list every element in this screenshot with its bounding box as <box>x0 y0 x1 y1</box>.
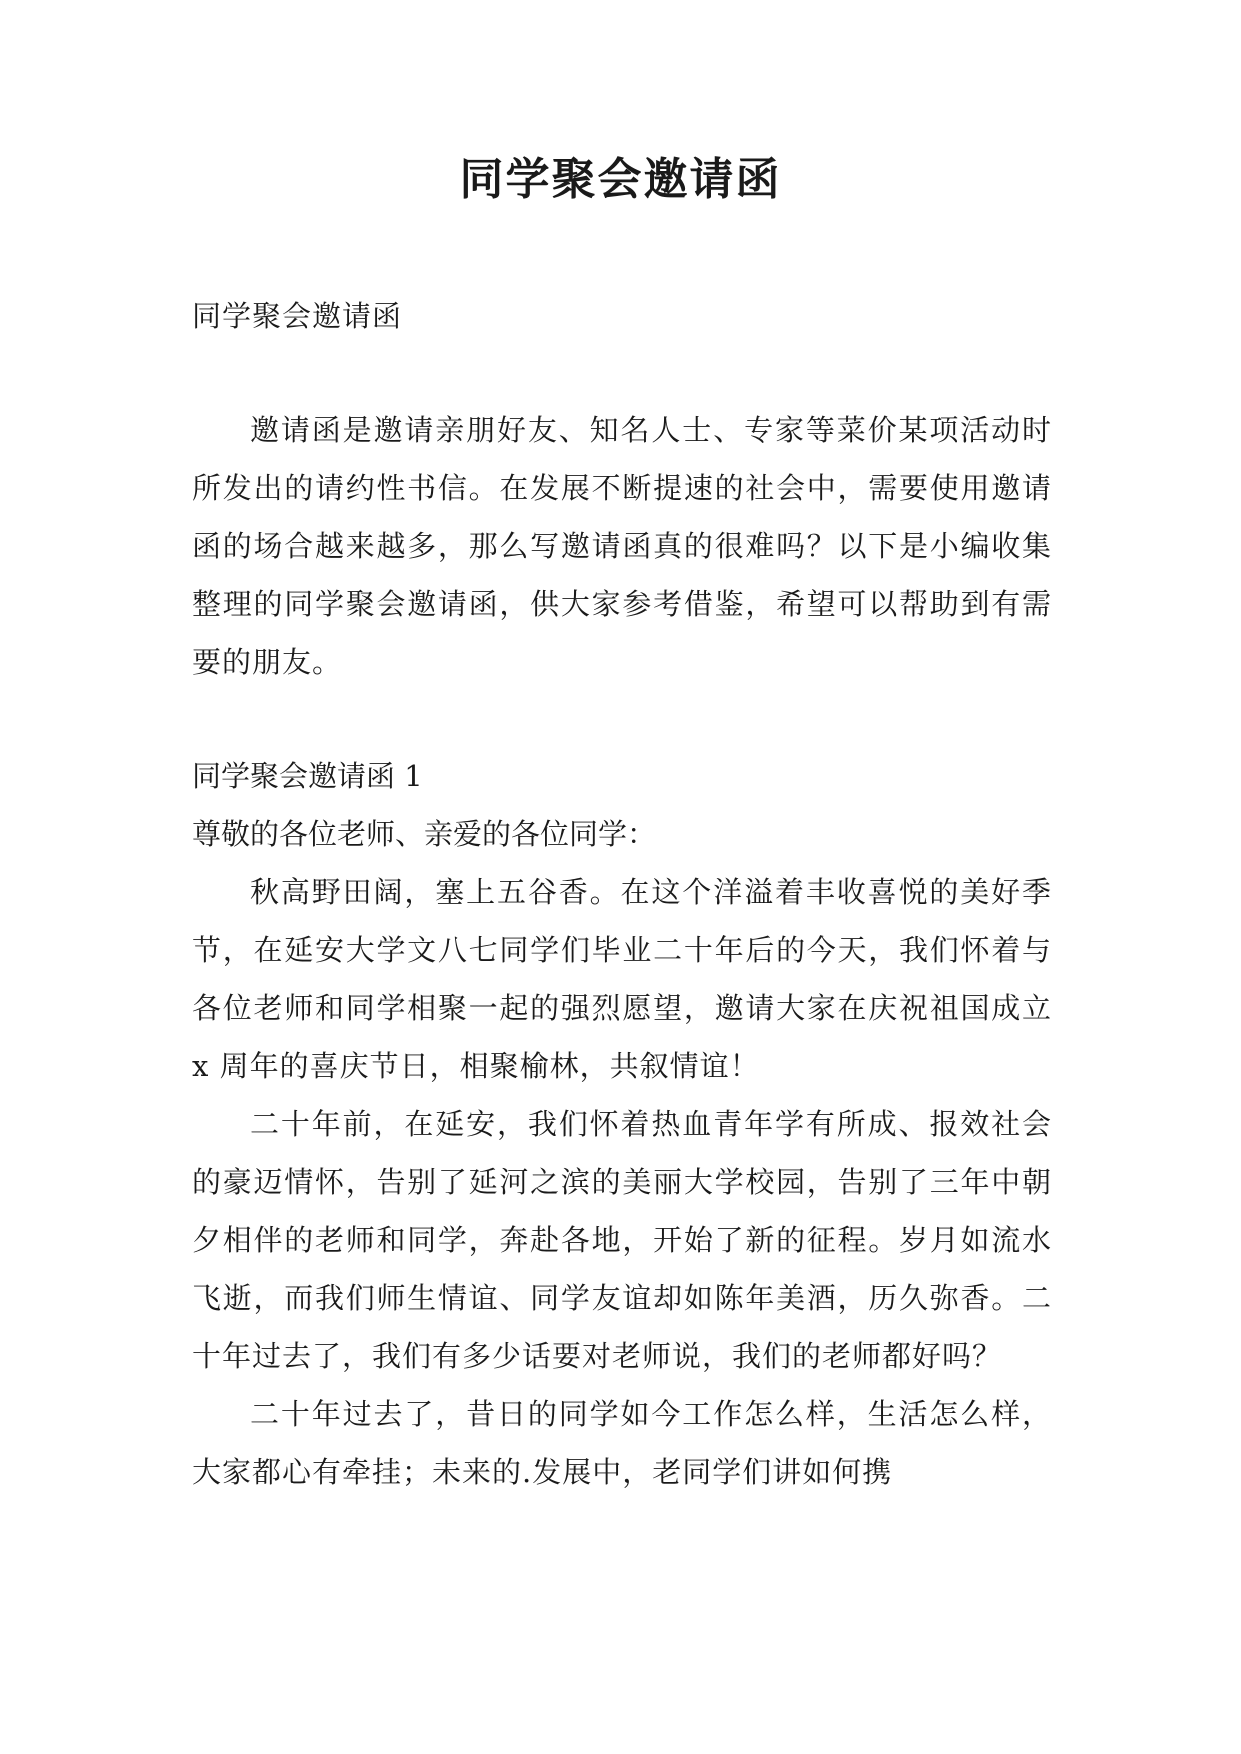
body-paragraph-2: 二十年前，在延安，我们怀着热血青年学有所成、报效社会的豪迈情怀，告别了延河之滨的美丽大学校园，告别了三年中朝夕相伴的老师和同学，奔赴各地，开始了新的征程。岁月如流水飞逝，而我们师生情谊、同学友谊却如陈年美酒，历久弥香。二十年过去了，我们有多少话要对老师说，我们的老师都好吗？ <box>192 1107 1052 1373</box>
salutation: 尊敬的各位老师、亲爱的各位同学： <box>192 817 657 851</box>
intro-paragraph: 邀请函是邀请亲朋好友、知名人士、专家等菜价某项活动时所发出的请约性书信。在发展不断提速的社会中，需要使用邀请函的场合越来越多，那么写邀请函真的很难吗？以下是小编收集整理的同学聚会邀请函，供大家参考借鉴，希望可以帮助到有需要的朋友。 <box>192 413 1052 679</box>
document-body <box>192 287 1052 1501</box>
body-paragraph-3: 二十年过去了，昔日的同学如今工作怎么样，生活怎么样，大家都心有牵挂；未来的.发展中，老同学们讲如何携 <box>192 1397 1052 1489</box>
document-subtitle: 同学聚会邀请函 <box>192 299 403 333</box>
body-paragraph-1: 秋高野田阔，塞上五谷香。在这个洋溢着丰收喜悦的美好季节，在延安大学文八七同学们毕业二十年后的今天，我们怀着与各位老师和同学相聚一起的强烈愿望，邀请大家在庆祝祖国成立 x 周年的喜庆节日，相聚榆林，共叙情谊！ <box>192 875 1052 1083</box>
document-title: 同学聚会邀请函 <box>459 154 782 205</box>
section-heading: 同学聚会邀请函 1 <box>192 759 423 793</box>
